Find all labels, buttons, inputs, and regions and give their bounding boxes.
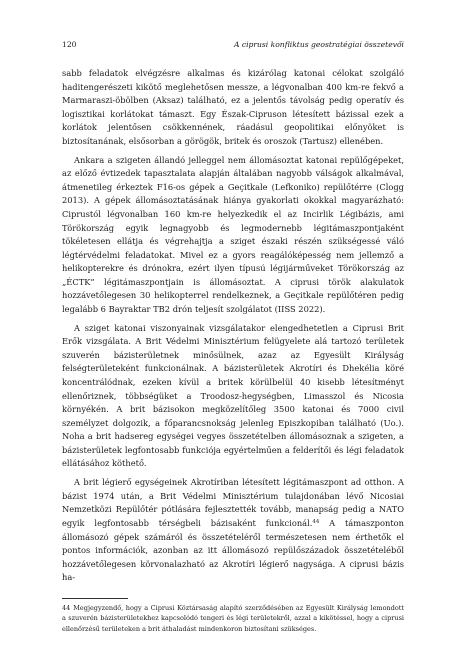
paragraph-british-forces: A sziget katonai viszonyainak vizsgálatakor elengedhetetlen a Ciprusi Brit Erők vizsgálata. A Brit Védelmi Minisztérium felügyelete alá tartozó területek szuverén bázisterületnek minősülnek, azaz az Egyesült Királyság felségterületeként funkcionálnak. A bázisterületek Akrotíri és Dhekélia köré koncentrálódnak, ezeken kívül a britek körülbelül 40 kisebb létesítményt ellenőriznek, többségüket a Troodosz-hegységben, Limasszol és Nicosia környékén. A brit bázisokon megközelítőleg 3500 katonai és 7000 civil személyzet dolgozik, a főparancsnokság jelenleg Episzkopiban található (Uo.). Noha a brit hadsereg egységei vegyes összetételben állomásoznak a szigeten, a bázisterületek legfontosabb funkciója egyértelműen a felderítői és légi feladatok ellátásához köthető. bbox=[62, 322, 404, 469]
paragraph-akrotiri-text-before: A brit légierő egységeinek Akrotíriban létesített légitámaszpont ad otthon. A bázist 1974 után, a Brit Védelmi Minisztérium tulajdonában lévő Nicosiai Nemzetközi Repülőtér pótlására fejlesztették tovább, manapság pedig a NATO egyik legfontosabb térségbeli bázisaként funkcionál. bbox=[62, 477, 404, 528]
footnote-text: Megjegyzendő, hogy a Ciprusi Köztársaság alapító szerződésében az Egyesült Királyság lemondott a szuverén bázisterületekhez kapcsolódó tengeri és légi területekről, azzal a kikötéssel, hogy a ciprusi ellenőrzésű területeken a brit áthaladást mindenkoron biztosítani szükséges. bbox=[62, 604, 404, 633]
paragraph-turkish-air-force: Ankara a szigeten állandó jelleggel nem állomásoztat katonai repülőgépeket, az előző évtizedek tapasztalata alapján általában nagyobb válságok alkalmával, átmenetileg érkeztek F16-os gépek a Geçitkale (Lefkoniko) repülőtérre (Clogg 2013). A gépek állomásoztatásának hiánya gyakorlati okokkal magyarázható: Ciprustól légvonalban 160 km-re helyezkedik el az Incirlik Légibázis, ami Törökország egyik legnagyobb és legmodernebb légitámaszpontjaként tökéletesen ellátja és végrehajtja a sziget északi részén szükségessé váló légtérvédelmi feladatokat. Mivel ez a gyors reagálóképesség nem jellemző a helikopterekre és drónokra, ezért ilyen típusú légijárműveket Törökország az „ÉCTK” légitámaszpontjain is állomásoztat. A ciprusi török alakulatok hozzávetőlegesen 30 helikopterrel rendelkeznek, a Geçitkale repülőtéren pedig legalább 6 Bayraktar TB2 drón teljesít szolgálatot (IISS 2022). bbox=[62, 154, 404, 314]
paragraph-akrotiri bbox=[62, 476, 404, 584]
footnote-divider bbox=[62, 598, 128, 599]
footnote bbox=[62, 603, 404, 634]
body-text bbox=[62, 67, 404, 585]
footnote-reference[interactable]: 44 bbox=[312, 519, 320, 525]
page-header bbox=[62, 40, 404, 54]
paragraph-akrotiri-text-after: A támaszponton állomásozó gépek számáról és összetételéről természetesen nem érthetők el pontos információk, azonban az itt állomásozó repülőszázadok összetételéből hozzávetőlegesen körvonalazható az Akrotíri légierő nagysága. A ciprusi bázis ha- bbox=[62, 518, 404, 583]
footnote-number: 44 bbox=[62, 604, 71, 612]
page-number: 120 bbox=[62, 40, 77, 49]
paragraph-continuation: sabb feladatok elvégzésre alkalmas és kizárólag katonai célokat szolgáló haditengerészeti kikötő meglehetősen messze, a légvonalban 400 km-re fekvő a Marmaraszi-öbölben (Aksaz) található, ez a jelentős távolság pedig operatív és logisztikai korlátokat támaszt. Egy Észak-Cipruson létesített bázissal ezek a korlátok jelentősen csökkennének, ráadásul geopolitikai előnyöket is biztosítanának, elsősorban a görögök, britek és oroszok (Tartusz) ellenében. bbox=[62, 68, 404, 146]
running-title: A ciprusi konfliktus geostratégiai összetevői bbox=[233, 40, 404, 49]
